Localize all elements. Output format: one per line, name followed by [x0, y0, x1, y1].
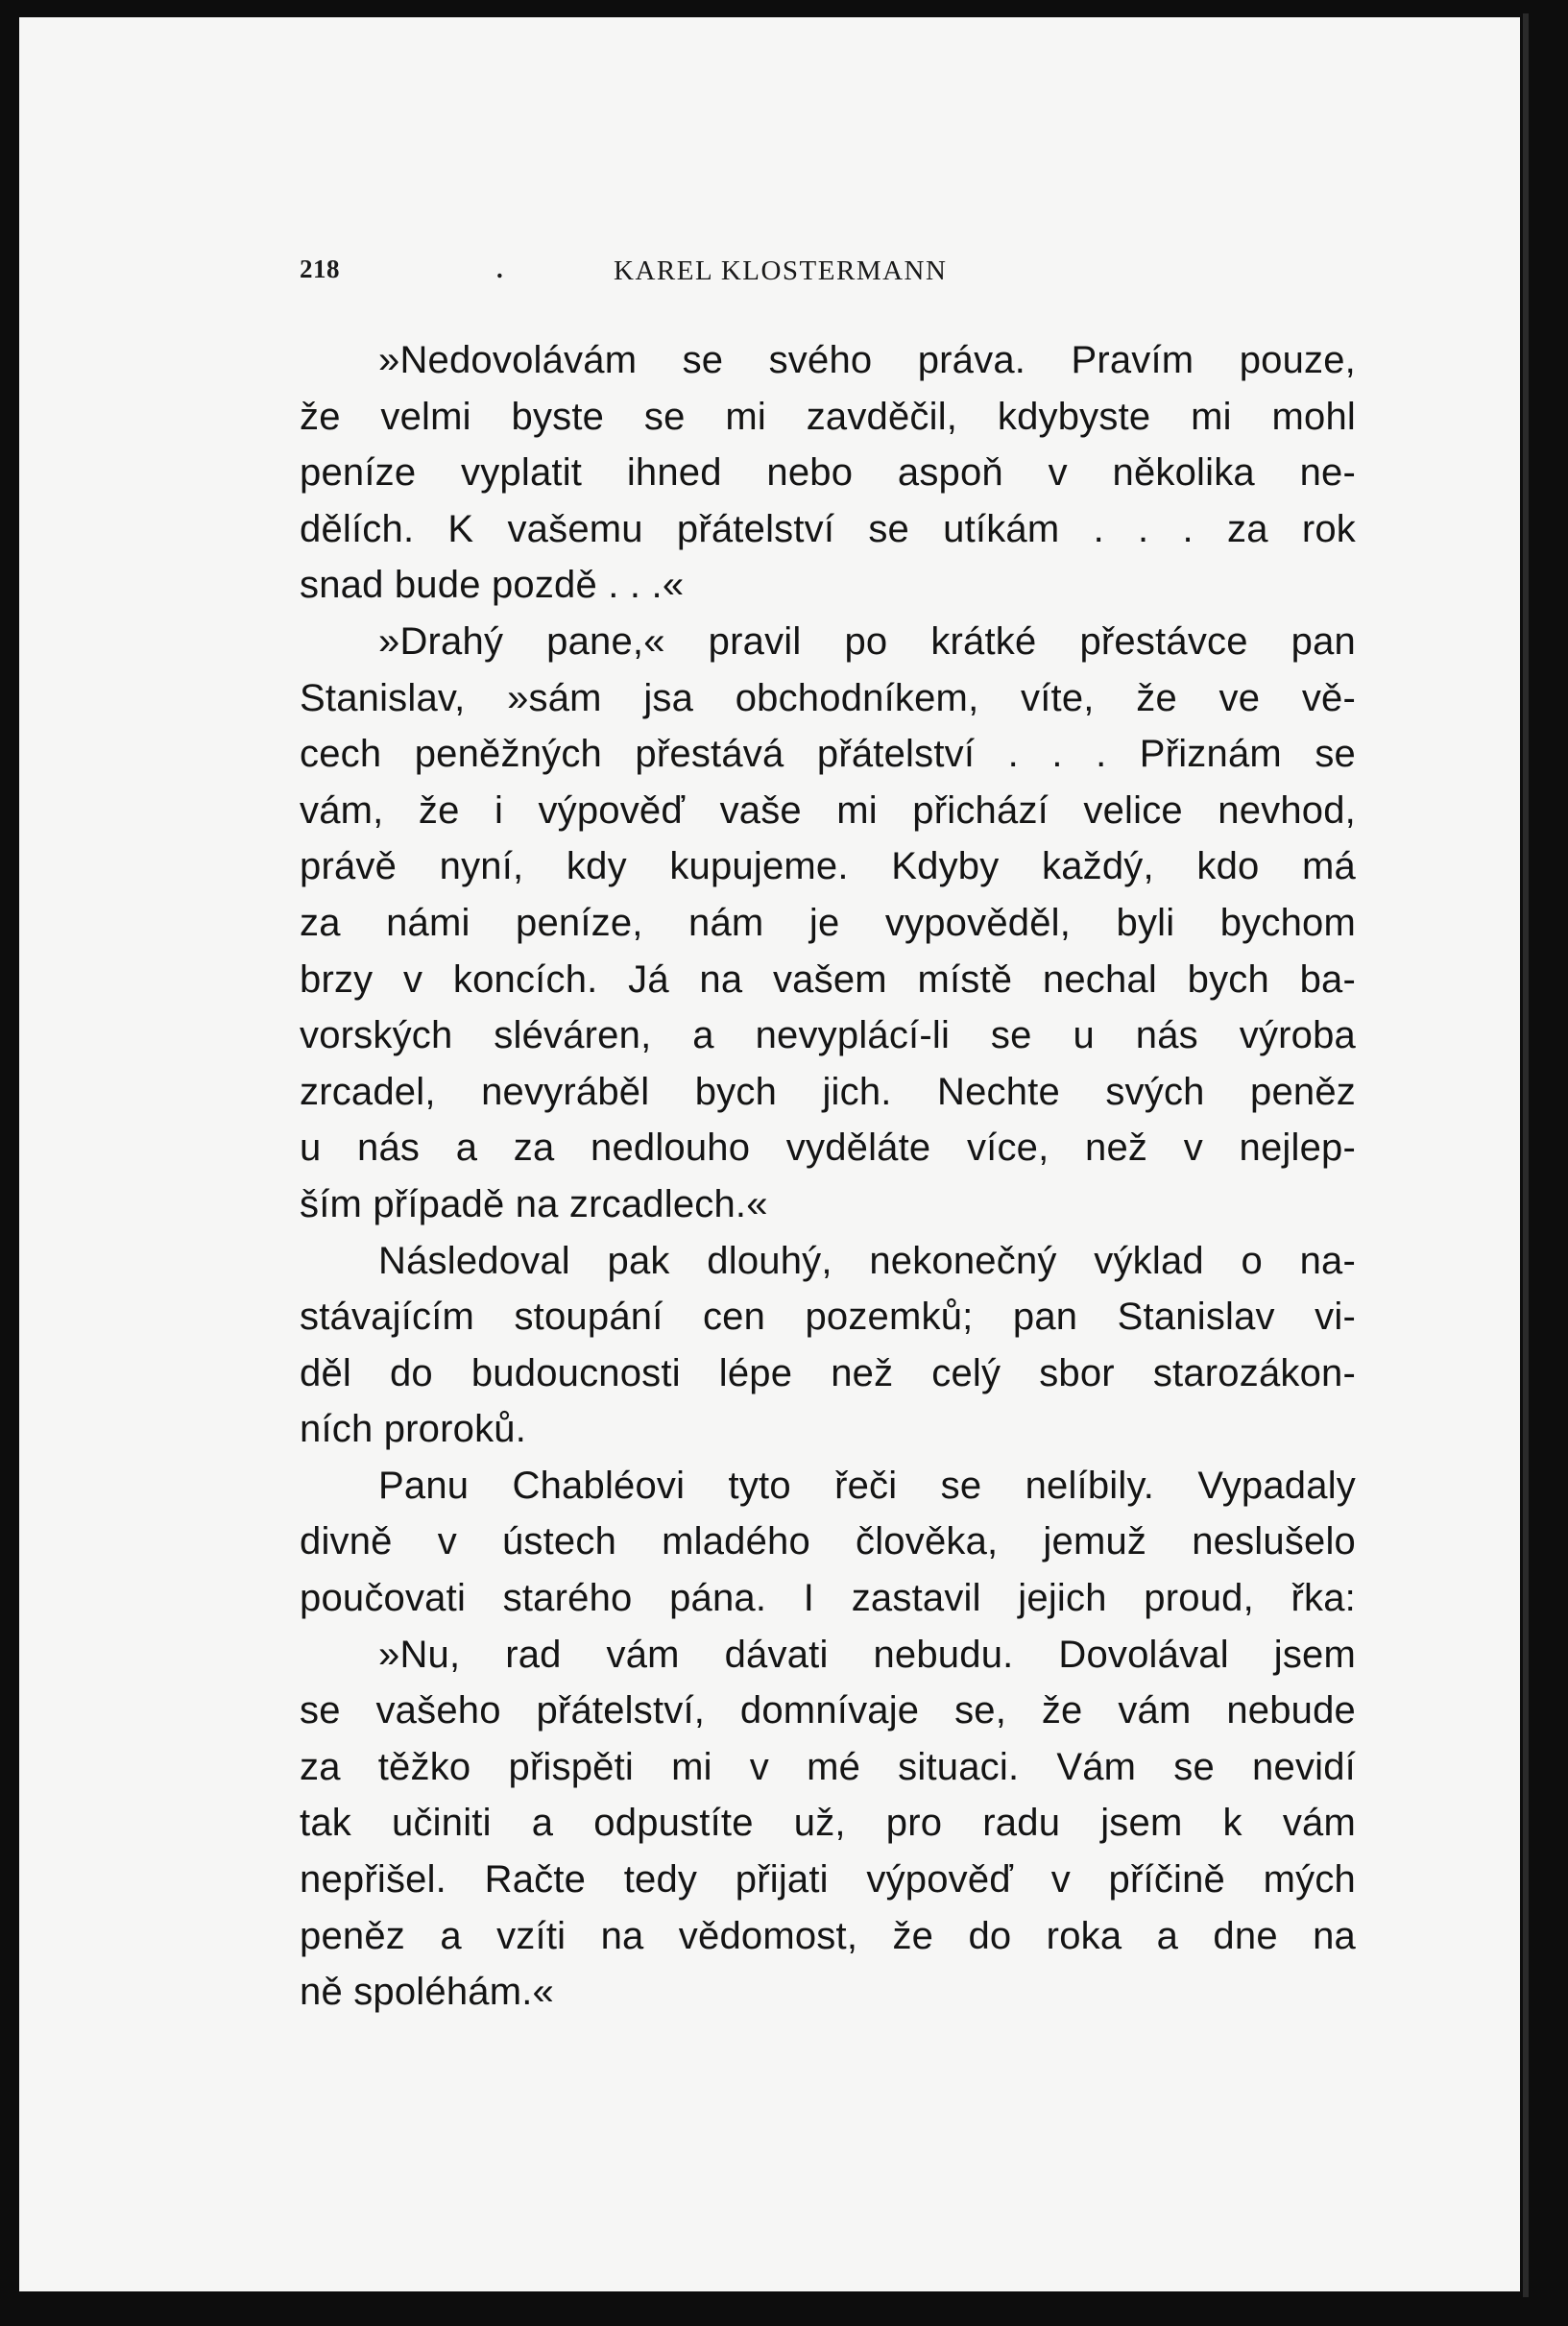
text-line: peněz a vzíti na vědomost, že do roka a dne na — [300, 1914, 1356, 1957]
text-line: vorských sléváren, a nevyplácí-li se u nás výroba — [300, 1014, 1356, 1057]
text-line: zrcadel, nevyráběl bych jich. Nechte svých peněz — [300, 1070, 1356, 1113]
header-dot: . — [496, 254, 503, 283]
text-line: stávajícím stoupání cen pozemků; pan Stanislav vi- — [300, 1296, 1356, 1339]
text-line: »Drahý pane,« pravil po krátké přestávce pan — [378, 619, 1356, 663]
text-line: peníze vyplatit ihned nebo aspoň v několika ne- — [300, 451, 1356, 495]
page-header — [300, 254, 1337, 293]
text-line: »Nu, rad vám dávati nebudu. Dovolával jsem — [378, 1633, 1356, 1676]
body-text — [300, 332, 1356, 2021]
text-line: divně v ústech mladého člověka, jemuž neslušelo — [300, 1520, 1356, 1563]
page-edge-shadow — [1523, 13, 1529, 2297]
text-line: poučovati starého pána. I zastavil jejich proud, řka: — [300, 1577, 1356, 1620]
text-line: právě nyní, kdy kupujeme. Kdyby každý, kdo má — [300, 845, 1356, 888]
text-line: Stanislav, »sám jsa obchodníkem, víte, že ve vě- — [300, 676, 1356, 719]
text-line: nepřišel. Račte tedy přijati výpověď v příčině mých — [300, 1858, 1356, 1902]
text-line: děl do budoucnosti lépe než celý sbor starozákon- — [300, 1351, 1356, 1394]
text-line: se vašeho přátelství, domnívaje se, že vám nebude — [300, 1689, 1356, 1732]
text-line: snad bude pozdě . . .« — [300, 564, 685, 607]
text-line: za námi peníze, nám je vypověděl, byli bychom — [300, 901, 1356, 944]
page-number: 218 — [300, 254, 340, 283]
text-line: ně spoléhám.« — [300, 1971, 555, 2014]
text-line: vám, že i výpověď vaše mi přichází velice nevhod, — [300, 788, 1356, 832]
text-line: u nás a za nedlouho vyděláte více, než v nejlep- — [300, 1127, 1356, 1170]
text-line: cech peněžných přestává přátelství . . . Přiznám se — [300, 733, 1356, 776]
text-line: že velmi byste se mi zavděčil, kdybyste mi mohl — [300, 395, 1356, 438]
text-line: tak učiniti a odpustíte už, pro radu jsem k vám — [300, 1802, 1356, 1845]
text-line: ních proroků. — [300, 1408, 527, 1451]
text-line: za těžko přispěti mi v mé situaci. Vám se nevidí — [300, 1745, 1356, 1788]
running-head-author: KAREL KLOSTERMANN — [614, 255, 948, 286]
text-line: Následoval pak dlouhý, nekonečný výklad o na- — [378, 1239, 1356, 1282]
text-line: dělích. K vašemu přátelství se utíkám . . . za rok — [300, 507, 1356, 550]
text-line: Panu Chabléovi tyto řeči se nelíbily. Vypadaly — [378, 1464, 1356, 1507]
text-line: brzy v koncích. Já na vašem místě nechal bych ba- — [300, 957, 1356, 1001]
text-line: ším případě na zrcadlech.« — [300, 1182, 768, 1225]
text-line: »Nedovolávám se svého práva. Pravím pouze, — [378, 339, 1356, 381]
